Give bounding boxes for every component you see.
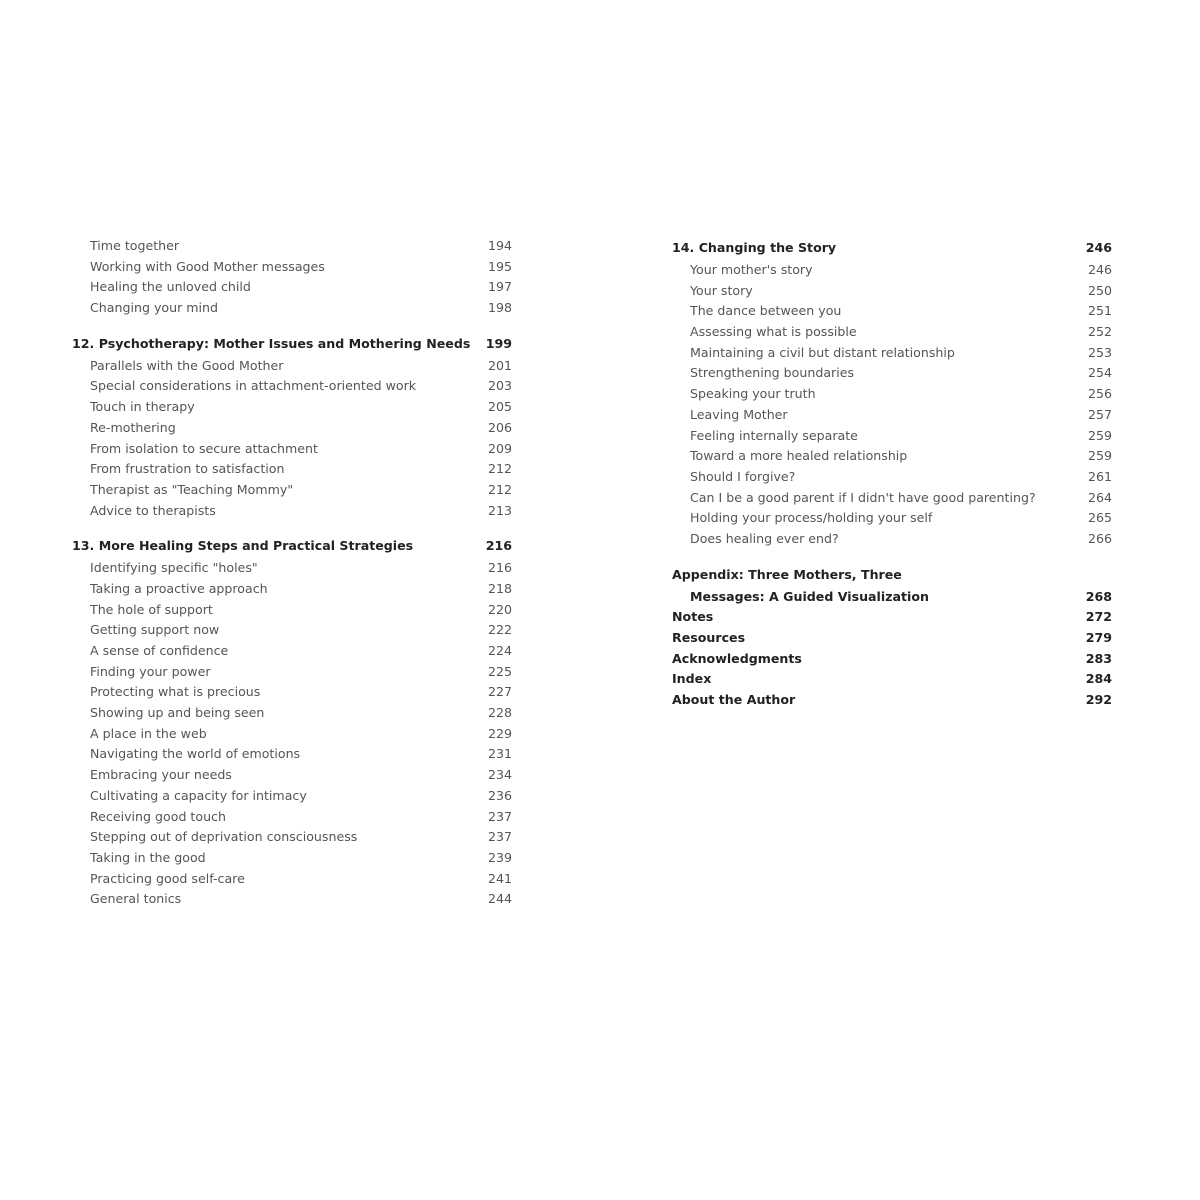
toc-entry-page-number: 213 (487, 502, 512, 518)
toc-chapter-page-number: 272 (1085, 609, 1112, 625)
toc-entry (72, 682, 512, 703)
toc-entry-page-number: 231 (487, 746, 512, 762)
toc-chapter-title: Index (672, 671, 712, 687)
toc-entry-title: Healing the unloved child (90, 279, 251, 295)
toc-entry-title: Special considerations in attachment-oriented work (90, 378, 417, 394)
toc-entry-page-number: 266 (1087, 530, 1112, 546)
toc-entry-page-number: 253 (1087, 344, 1112, 360)
toc-entry (72, 501, 512, 522)
toc-entry-title: Cultivating a capacity for intimacy (90, 787, 307, 803)
toc-entry-title: Your story (690, 282, 753, 298)
toc-entry-page-number: 259 (1087, 448, 1112, 464)
toc-entry-title: Assessing what is possible (690, 324, 857, 340)
toc-entry-title: Your mother's story (690, 262, 813, 277)
toc-entry (672, 508, 1112, 529)
toc-chapter-title: 12. Psychotherapy: Mother Issues and Mothering Needs (72, 335, 471, 351)
toc-entry (72, 724, 512, 745)
toc-chapter-page-number: 284 (1085, 671, 1112, 687)
toc-entry (72, 376, 512, 397)
toc-chapter (672, 628, 1112, 649)
toc-entry-title: General tonics (90, 891, 182, 907)
toc-entry-page-number: 227 (487, 684, 512, 700)
toc-entry (672, 467, 1112, 488)
toc-entry (72, 480, 512, 501)
toc-entry (72, 579, 512, 600)
toc-entry-page-number: 198 (487, 300, 512, 316)
toc-chapter (672, 236, 1112, 260)
toc-entry-page-number: 239 (487, 849, 512, 865)
toc-entry-title: Touch in therapy (90, 399, 195, 415)
toc-entry-page-number: 254 (1087, 365, 1112, 381)
toc-chapter-page-number: 283 (1085, 650, 1112, 666)
toc-entry (72, 703, 512, 724)
toc-entry-page-number: 264 (1087, 489, 1112, 505)
toc-entry-title: Should I forgive? (690, 468, 796, 484)
toc-chapter-title: About the Author (672, 692, 796, 708)
toc-entry-page-number: 209 (487, 440, 512, 456)
toc-entry-title: Maintaining a civil but distant relationship (690, 344, 955, 360)
toc-entry-title: Speaking your truth (690, 386, 816, 402)
toc-entry-title: Finding your power (90, 663, 211, 679)
toc-entry (672, 384, 1112, 405)
toc-entry-page-number: 246 (1087, 262, 1112, 277)
toc-entry (72, 827, 512, 848)
toc-entry-title: Practicing good self-care (90, 870, 245, 886)
toc-entry (72, 744, 512, 765)
toc-entry (672, 529, 1112, 550)
toc-entry-page-number: 252 (1087, 324, 1112, 340)
toc-chapter (672, 649, 1112, 670)
toc-chapter-page-number: 292 (1085, 692, 1112, 708)
toc-entry (672, 343, 1112, 364)
toc-entry-page-number: 212 (487, 481, 512, 497)
toc-entry-title: A sense of confidence (90, 643, 229, 658)
toc-entry (672, 322, 1112, 343)
toc-entry-page-number: 206 (487, 419, 512, 435)
toc-entry (672, 446, 1112, 467)
toc-chapter-page-number: 216 (485, 538, 512, 554)
toc-entry (72, 558, 512, 579)
toc-entry-page-number: 228 (487, 705, 512, 721)
toc-entry-title: Receiving good touch (90, 808, 226, 824)
toc-entry-title: Can I be a good parent if I didn't have good parenting? (690, 489, 1036, 505)
toc-entry (72, 765, 512, 786)
toc-entry-title: Leaving Mother (690, 406, 788, 422)
toc-entry-title: Time together (90, 238, 180, 253)
toc-chapter-title: Messages: A Guided Visualization (690, 588, 929, 604)
toc-entry (72, 459, 512, 480)
toc-entry-title: Taking a proactive approach (90, 580, 268, 596)
toc-entry-title: The dance between you (690, 303, 842, 319)
toc-chapter (672, 607, 1112, 628)
toc-chapter-title: 13. More Healing Steps and Practical Strategies (72, 538, 414, 554)
toc-entry-page-number: 224 (487, 643, 512, 658)
toc-entry (672, 301, 1112, 322)
toc-entry-page-number: 220 (487, 601, 512, 617)
toc-entry-title: A place in the web (90, 725, 207, 741)
toc-entry-page-number: 241 (487, 870, 512, 886)
toc-entry-page-number: 237 (487, 829, 512, 845)
toc-entry-page-number: 259 (1087, 427, 1112, 443)
toc-entry-title: Navigating the world of emotions (90, 746, 301, 762)
toc-entry-title: Embracing your needs (90, 767, 232, 783)
toc-entry (72, 257, 512, 278)
toc-entry (72, 397, 512, 418)
toc-entry-page-number: 195 (487, 258, 512, 274)
toc-entry (72, 620, 512, 641)
toc-entry (72, 786, 512, 807)
toc-entry-page-number: 212 (487, 461, 512, 477)
toc-entry-page-number: 201 (487, 357, 512, 373)
toc-entry-title: Feeling internally separate (690, 427, 858, 443)
toc-entry-page-number: 257 (1087, 406, 1112, 422)
toc-entry (72, 848, 512, 869)
toc-chapter-page-number: 268 (1085, 588, 1112, 604)
toc-chapter-title: Resources (672, 630, 746, 645)
toc-entry-title: Changing your mind (90, 300, 219, 316)
toc-entry-title: Re-mothering (90, 419, 176, 435)
toc-entry (72, 641, 512, 662)
toc-entry-title: Stepping out of deprivation consciousness (90, 829, 358, 845)
toc-entry (72, 807, 512, 828)
toc-entry (672, 426, 1112, 447)
toc-entry (72, 439, 512, 460)
toc-entry-page-number: 216 (487, 560, 512, 576)
toc-entry-title: Getting support now (90, 622, 220, 638)
toc-entry-page-number: 203 (487, 378, 512, 394)
toc-entry-page-number: 229 (487, 725, 512, 741)
toc-entry (72, 869, 512, 890)
toc-entry (72, 889, 512, 910)
toc-entry-page-number: 222 (487, 622, 512, 638)
toc-entry-page-number: 218 (487, 580, 512, 596)
toc-entry (72, 356, 512, 377)
toc-entry-page-number: 225 (487, 663, 512, 679)
toc-entry-title: Protecting what is precious (90, 684, 261, 700)
toc-entry (72, 236, 512, 257)
toc-entry (72, 277, 512, 298)
toc-entry-title: Strengthening boundaries (690, 365, 855, 381)
toc-entry-title: The hole of support (90, 601, 213, 617)
toc-chapter (672, 587, 1112, 608)
toc-entry-page-number: 205 (487, 399, 512, 415)
toc-entry-title: Showing up and being seen (90, 705, 265, 721)
toc-entry-page-number: 256 (1087, 386, 1112, 402)
toc-chapter-title: Appendix: Three Mothers, Three (672, 566, 902, 582)
toc-entry-title: Parallels with the Good Mother (90, 357, 284, 373)
toc-chapter-page-number: 246 (1085, 240, 1112, 255)
toc-entry-page-number: 234 (487, 767, 512, 783)
toc-right-column (672, 236, 1112, 711)
toc-entry-page-number: 236 (487, 787, 512, 803)
toc-entry-title: Identifying specific "holes" (90, 560, 258, 576)
toc-entry (72, 418, 512, 439)
toc-entry-title: Toward a more healed relationship (690, 448, 908, 464)
toc-left-column (72, 236, 512, 910)
toc-entry (672, 363, 1112, 384)
toc-chapter (72, 534, 512, 558)
toc-entry-page-number: 237 (487, 808, 512, 824)
toc-entry (672, 405, 1112, 426)
toc-entry-page-number: 244 (487, 891, 512, 907)
toc-entry (672, 281, 1112, 302)
toc-entry-title: Taking in the good (90, 849, 206, 865)
toc-chapter (672, 669, 1112, 690)
toc-chapter (672, 563, 1112, 587)
toc-chapter (72, 332, 512, 356)
toc-entry-title: From frustration to satisfaction (90, 461, 285, 477)
toc-chapter-title: Acknowledgments (672, 650, 802, 666)
toc-chapter-page-number: 199 (485, 335, 512, 351)
toc-entry-title: Does healing ever end? (690, 530, 839, 546)
toc-entry-title: Working with Good Mother messages (90, 258, 325, 274)
toc-entry-title: Holding your process/holding your self (690, 510, 933, 526)
toc-entry-page-number: 251 (1087, 303, 1112, 319)
toc-chapter (672, 690, 1112, 711)
toc-chapter-title: Notes (672, 609, 714, 625)
toc-entry-page-number: 261 (1087, 468, 1112, 484)
toc-entry-title: Therapist as "Teaching Mommy" (90, 481, 294, 497)
toc-entry-title: From isolation to secure attachment (90, 440, 318, 456)
toc-chapter-page-number: 279 (1085, 630, 1112, 645)
toc-entry-title: Advice to therapists (90, 502, 216, 518)
toc-entry-page-number: 250 (1087, 282, 1112, 298)
toc-entry-page-number: 265 (1087, 510, 1112, 526)
toc-entry (672, 488, 1112, 509)
toc-entry (672, 260, 1112, 281)
toc-entry (72, 298, 512, 319)
toc-entry (72, 662, 512, 683)
toc-entry-page-number: 194 (487, 238, 512, 253)
toc-entry-page-number: 197 (487, 279, 512, 295)
toc-chapter-title: 14. Changing the Story (672, 240, 837, 255)
toc-entry (72, 600, 512, 621)
